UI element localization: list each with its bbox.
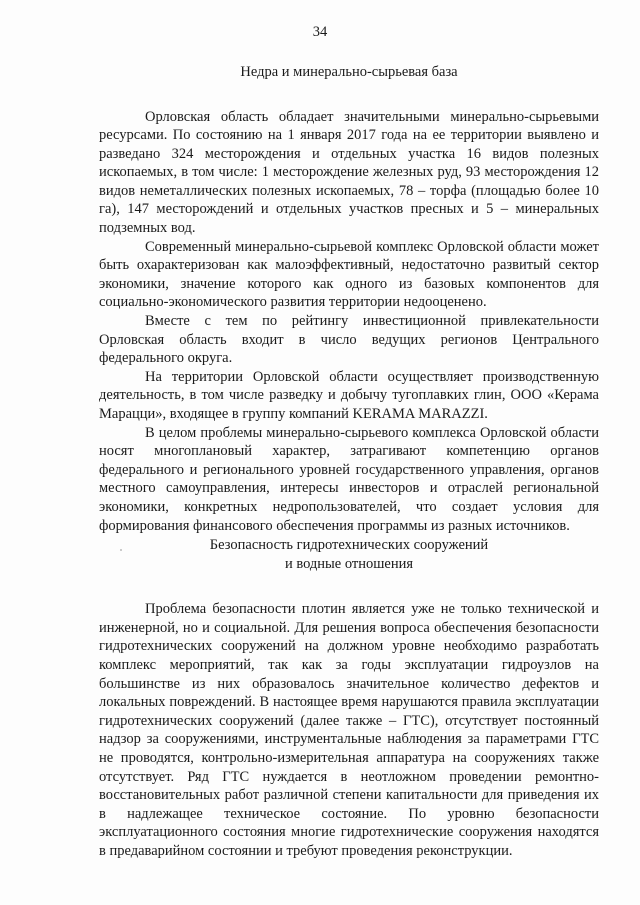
page-number: 34 — [312, 24, 328, 40]
page-content — [99, 63, 599, 860]
section-heading-hydraulic-safety-line1: Безопасность гидротехнических сооружений — [209, 537, 489, 554]
paragraph-mineral-complex-problems: В целом проблемы минерально-сырьевого комплекса Орловской области носят многоплановый характер, затрагивают компетенцию органов федерального и регионального уровней государственного управления, органов местного самоуправления, интересы инвесторов и отраслей региональной экономики, конкретных недропользователей, что создает условия для формирования финансового обеспечения программы из разных источников. — [99, 424, 599, 534]
paragraph-kerama-marazzi: На территории Орловской области осуществляет производственную деятельность, в том числе разведку и добычу тугоплавких глин, ООО «Керама Марацци», входящее в группу компаний KERAMA MARAZZI. — [99, 368, 599, 422]
paragraph-dam-safety: Проблема безопасности плотин является уже не только технической и инженерной, но и социальной. Для решения вопроса обеспечения безопасности гидротехнических сооружений на должном уровне необходимо разработать комплекс мероприятий, так как за годы эксплуатации гидроузлов на большинстве из них образовалось значительное количество дефектов и локальных повреждений. В настоящее время нарушаются правила эксплуатации гидротехнических сооружений (далее также – ГТС), отсутствует постоянный надзор за сооружениями, инструментальные наблюдения за параметрами ГТС не проводятся, контрольно-измерительная аппаратура на сооружениях также отсутствует. Ряд ГТС нуждается в неотложном проведении ремонтно-восстановительных работ различной степени капитальности для приведения их в надлежащее техническое состояние. По уровню безопасности эксплуатационного состояния многие гидротехнические сооружения находятся в предаварийном состоянии и требуют проведения реконструкции. — [99, 601, 599, 859]
paragraph-mineral-resources-overview: Орловская область обладает значительными минерально-сырьевыми ресурсами. По состоянию на 1 января 2017 года на ее территории выявлено и разведано 324 месторождения и отдельных участка 16 видов полезных ископаемых, в том числе: 1 месторождение железных руд, 93 месторождения 12 видов неметаллических полезных ископаемых, 78 – торфа (площадью более 10 га), 147 месторождений и отдельных участков пресных и 5 – минеральных подземных вод. — [99, 108, 599, 237]
section-spacer — [99, 573, 599, 600]
section-heading-mineral-resources: Недра и минерально-сырьевая база — [240, 64, 458, 80]
section-heading-hydraulic-safety-line2: и водные отношения — [284, 555, 414, 572]
paragraph-mineral-complex-assessment: Современный минерально-сырьевой комплекс Орловской области может быть охарактеризован как малоэффективный, недостаточно развитый сектор экономики, значение которого как одного из базовых компонентов для социально-экономического развития территории недооценено. — [99, 238, 599, 311]
scan-speck — [120, 549, 122, 551]
paragraph-investment-rating: Вместе с тем по рейтингу инвестиционной привлекательности Орловская область входит в число ведущих регионов Центрального федерального округа. — [99, 313, 599, 367]
